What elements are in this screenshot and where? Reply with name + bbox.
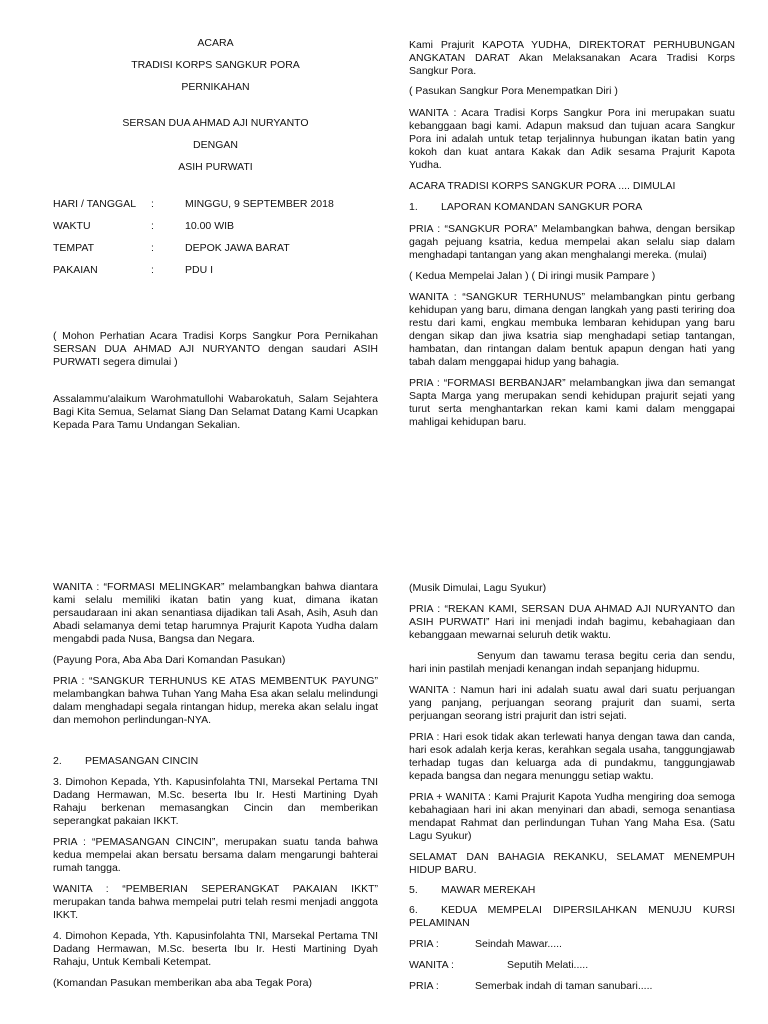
lb-wanita-melingkar: WANITA : “FORMASI MELINGKAR” melambangkan bahwa diantara kami selalu memiliki ikatan batin yang kuat, dimana ikatan persaudaraan ini akan senantiasa dijadikan tali Asah, Asih, Asuh dan Abadi selamanya demi tetap harumnya Prajurit Kapota Yudha dalam mengabdi pada Nusa, Bangsa dan Negara. xyxy=(53,581,378,645)
groom-name: SERSAN DUA AHMAD AJI NURYANTO xyxy=(122,117,309,129)
right-top-section xyxy=(409,39,735,429)
lb-heading-2 xyxy=(53,755,378,768)
rb-line-melati xyxy=(409,959,735,972)
dengan-label: DENGAN xyxy=(193,139,238,151)
rb-selamat: SELAMAT DAN BAHAGIA REKANKU, SELAMAT MENEMPUH HIDUP BARU. xyxy=(409,851,735,876)
line-text: Semerbak indah di taman sanubari..... xyxy=(475,980,653,992)
lb-pria-payung: PRIA : “SANGKUR TERHUNUS KE ATAS MEMBENTUK PAYUNG” melambangkan bahwa Tuhan Yang Maha Esa akan selalu melindungi dalam menghadapi segala rintangan hidup, mereka akan selalu ingat dan memohon perlindungan-NYA. xyxy=(53,675,378,726)
rb-heading-6 xyxy=(409,904,735,930)
detail-row-date xyxy=(53,198,393,212)
greeting-paragraph: Assalammu'alaikum Warohmatullohi Wabarokatuh, Salam Sejahtera Bagi Kita Semua, Selamat Siang Dan Selamat Datang Kami Ucapkan Kepada Para Tamu Undangan Sekalian. xyxy=(53,393,378,431)
heading-number: 1. xyxy=(409,201,418,213)
detail-row-place xyxy=(53,242,393,256)
detail-value: 10.00 WIB xyxy=(185,220,235,232)
lb-dimohon-4: 4. Dimohon Kepada, Yth. Kapusinfolahta TNI, Marsekal Pertama TNI Dadang Hermawan, M.Sc. beserta Ibu Ir. Hesti Martining Dyah Rahaju, Untuk Kembali Ketempat. xyxy=(53,930,378,968)
rt-pria-sangkur: PRIA : “SANGKUR PORA” Melambangkan bahwa, dengan bersikap gagah pejuang ksatria, kedua mempelai akan selalu siap dalam menghadapi tantangan yang akan menghalangi mereka. (mulai) xyxy=(409,223,735,261)
detail-colon: : xyxy=(151,264,154,276)
rt-kedua-jalan: ( Kedua Mempelai Jalan ) ( Di iringi musik Pampare ) xyxy=(409,270,656,282)
heading-number: 6. xyxy=(409,904,418,916)
detail-colon: : xyxy=(151,242,154,254)
rb-pria-rekan: PRIA : “REKAN KAMI, SERSAN DUA AHMAD AJI NURYANTO dan ASIH PURWATI” Hari ini menjadi indah bagimu, kebahagiaan dan kebanggaan mewarnai seluruh detik waktu. xyxy=(409,603,735,641)
doc-title-tradisi: TRADISI KORPS SANGKUR PORA xyxy=(131,59,300,71)
lb-pria-cincin: PRIA : “PEMASANGAN CINCIN”, merupakan suatu tanda bahwa kedua mempelai akan bersatu bersama dalam mengarungi bahterai rumah tangga. xyxy=(53,836,378,874)
rt-heading-1 xyxy=(409,201,735,214)
left-top-section xyxy=(53,37,378,432)
heading-number: 5. xyxy=(409,884,418,896)
heading-text: MAWAR MEREKAH xyxy=(441,884,536,896)
rb-wanita-awal: WANITA : Namun hari ini adalah suatu awal dari suatu perjuangan yang panjang, perjuangan seorang prajurit dan suami, serta perjuangan seorang istri prajurit dan istri sejati. xyxy=(409,684,735,722)
lb-wanita-ikkt: WANITA : “PEMBERIAN SEPERANGKAT PAKAIAN IKKT” merupakan tanda bahwa mempelai putri telah resmi menjadi anggota IKKT. xyxy=(53,883,378,921)
bride-name: ASIH PURWATI xyxy=(178,161,253,173)
heading-text: LAPORAN KOMANDAN SANGKUR PORA xyxy=(441,201,643,213)
rt-pria-berbanjar: PRIA : “FORMASI BERBANJAR” melambangkan jiwa dan semangat Sapta Marga yang merupakan sendi kehidupan prajurit sejati yang turut serta menghantarkan rekan kami kami dalam menggapai mahligai kehidupan baru. xyxy=(409,377,735,428)
detail-row-attire xyxy=(53,264,393,278)
speaker-label: PRIA : xyxy=(409,980,439,992)
left-bottom-section xyxy=(53,581,378,990)
doc-title-pernikahan: PERNIKAHAN xyxy=(181,81,250,93)
right-bottom-section xyxy=(409,582,735,993)
detail-value: DEPOK JAWA BARAT xyxy=(185,242,290,254)
doc-title-acara: ACARA xyxy=(197,37,234,49)
rb-heading-5 xyxy=(409,884,735,897)
detail-value: PDU I xyxy=(185,264,214,276)
rt-intro: Kami Prajurit KAPOTA YUDHA, DIREKTORAT PERHUBUNGAN ANGKATAN DARAT Akan Melaksanakan Acara Tradisi Korps Sangkur Pora. xyxy=(409,39,735,77)
lb-tegak-pora: (Komandan Pasukan memberikan aba aba Tegak Pora) xyxy=(53,977,312,989)
speaker-label: PRIA : xyxy=(409,938,439,950)
rt-wanita-terhunus: WANITA : “SANGKUR TERHUNUS” melambangkan pintu gerbang kehidupan yang baru, dimana dengan langkah yang pasti teriring doa restu dari kami, engkau membuka lembaran kehidupan yang baru dengan sikap dan jiwa ksatria siap menghadapi setiap tantangan, hambatan, dan rintangan dalam bentuk apapun dengan hati yang tabah dalam menggapai hidup yang bahagia. xyxy=(409,291,735,368)
event-details xyxy=(53,198,378,288)
detail-colon: : xyxy=(151,198,154,210)
speaker-label: WANITA : xyxy=(409,959,454,971)
rb-pria-wanita: PRIA + WANITA : Kami Prajurit Kapota Yudha mengiring doa semoga kebahagiaan hari ini akan menyinari dan abadi, semoga senantiasa mendapat Rahmat dan perlindungan Tuhan Yang Maha Esa. (Satu Lagu Syukur) xyxy=(409,791,735,842)
detail-value: MINGGU, 9 SEPTEMBER 2018 xyxy=(185,198,334,210)
rb-line-mawar xyxy=(409,938,735,951)
opening-notice: ( Mohon Perhatian Acara Tradisi Korps Sangkur Pora Pernikahan SERSAN DUA AHMAD AJI NURYANTO dengan saudari ASIH PURWATI segera dimulai ) xyxy=(53,330,378,368)
rt-dimulai: ACARA TRADISI KORPS SANGKUR PORA .... DIMULAI xyxy=(409,180,676,192)
rb-musik: (Musik Dimulai, Lagu Syukur) xyxy=(409,582,547,594)
rt-wanita-acara: WANITA : Acara Tradisi Korps Sangkur Pora ini merupakan suatu kebanggaan bagi kami. Adapun maksud dan tujuan acara Sangkur Pora ini adalah untuk tetap terjalinnya hubungan ikatan batin yang kokoh dan kuat antara Kakak dan Adik sesama Prajurit Kapota Yudha. xyxy=(409,107,735,171)
rt-pasukan: ( Pasukan Sangkur Pora Menempatkan Diri ) xyxy=(409,85,618,97)
heading-text: KEDUA MEMPELAI DIPERSILAHKAN MENUJU KURSI PELAMINAN xyxy=(409,904,735,929)
lb-payung-pora: (Payung Pora, Aba Aba Dari Komandan Pasukan) xyxy=(53,654,286,666)
detail-label: WAKTU xyxy=(53,220,91,232)
rb-senyum: Senyum dan tawamu terasa begitu ceria dan sendu, hari inin pastilah menjadi kenangan indah sepanjang hidupmu. xyxy=(409,650,735,675)
heading-number: 2. xyxy=(53,755,62,767)
detail-label: PAKAIAN xyxy=(53,264,98,276)
line-text: Seputih Melati..... xyxy=(507,959,589,971)
rb-pria-esok: PRIA : Hari esok tidak akan terlewati hanya dengan tawa dan canda, hari esok adalah kerja keras, kerahkan segala usaha, tanggungjawab terhadap tugas dan keluarga ada di pundakmu, tanggungjawab kepada bangsa dan negara menunggu setiap waktu. xyxy=(409,731,735,782)
detail-colon: : xyxy=(151,220,154,232)
rb-line-semerbak xyxy=(409,980,735,993)
detail-row-time xyxy=(53,220,393,234)
detail-label: TEMPAT xyxy=(53,242,95,254)
detail-label: HARI / TANGGAL xyxy=(53,198,137,210)
heading-text: PEMASANGAN CINCIN xyxy=(85,755,199,767)
line-text: Seindah Mawar..... xyxy=(475,938,562,950)
lb-dimohon-3: 3. Dimohon Kepada, Yth. Kapusinfolahta TNI, Marsekal Pertama TNI Dadang Hermawan, M.Sc. beserta Ibu Ir. Hesti Martining Dyah Rahaju berkenan memasangkan Cincin dan memberikan seperangkat pakaian IKKT. xyxy=(53,776,378,827)
